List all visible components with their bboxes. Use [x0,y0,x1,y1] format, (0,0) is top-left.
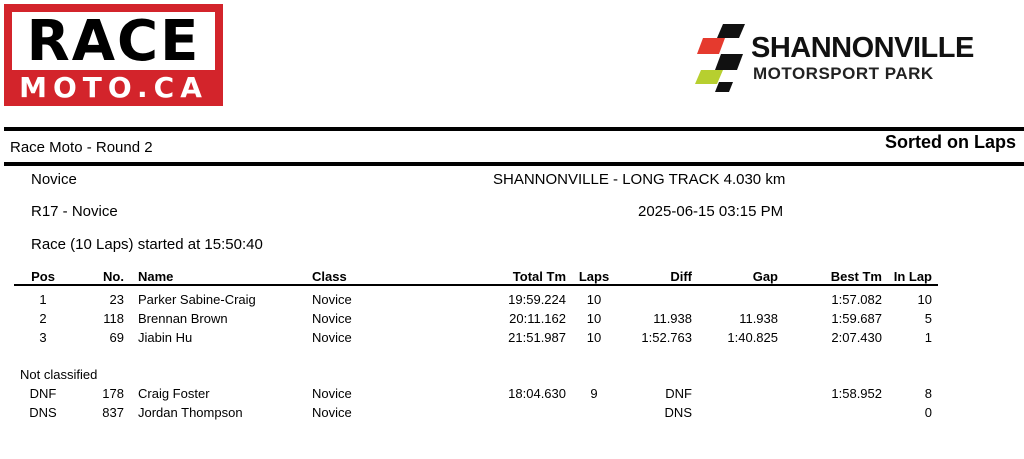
cell-gap [692,403,778,422]
cell-in-lap: 5 [924,311,932,326]
not-classified-row [14,365,938,384]
shannonville-logo-name: SHANNONVILLE [751,32,974,64]
cell-best-time: 1:57.082 [831,292,882,307]
table-row [14,309,938,328]
session-label: R17 - Novice [31,203,118,220]
table-row [14,328,938,347]
cell-laps [566,403,622,422]
cell-diff: DNS [664,405,692,420]
cell-laps: 10 [586,311,602,326]
cell-no: 23 [109,292,124,307]
datetime-label: 2025-06-15 03:15 PM [638,203,784,220]
col-name: Name [124,269,308,285]
cell-name: Brennan Brown [138,311,228,326]
cell-diff: 1:52.763 [641,330,692,345]
cell-no: 837 [102,405,124,420]
cell-pos: 3 [39,330,47,345]
cell-total-time: 19:59.224 [508,292,566,307]
shannonville-logo-sub: MOTORSPORT PARK [753,64,934,83]
cell-total-time [422,403,566,422]
col-laps: Laps [566,269,622,285]
cell-name: Jiabin Hu [138,330,193,345]
col-pos: Pos [14,269,72,285]
cell-laps: 10 [586,292,602,307]
cell-name: Craig Foster [138,386,210,401]
cell-in-lap: 10 [917,292,932,307]
table-row [14,290,938,309]
cell-best-time: 1:59.687 [831,311,882,326]
col-no: No. [72,269,124,285]
cell-no: 178 [102,386,124,401]
sort-label: Sorted on Laps [884,132,1016,152]
header-rule-bottom [4,162,1024,166]
cell-pos: 2 [39,311,47,326]
col-total-time: Total Tm [422,269,566,285]
cell-gap: 11.938 [739,311,778,326]
cell-total-time: 21:51.987 [508,330,566,345]
racemoto-logo-top-text: RACE [26,9,201,74]
cell-no: 118 [103,311,124,326]
cell-class: Novice [312,386,352,401]
col-diff: Diff [622,269,692,285]
cell-class: Novice [312,405,352,420]
not-classified-label: Not classified [20,367,98,382]
cell-pos: DNS [29,405,57,420]
cell-name: Jordan Thompson [138,405,243,420]
racemoto-logo [4,4,223,106]
cell-in-lap: 1 [924,330,932,345]
cell-class: Novice [312,292,352,307]
cell-best-time: 2:07.430 [831,330,882,345]
shannonville-logo [693,22,1023,94]
cell-laps: 10 [586,330,602,345]
cell-class: Novice [312,311,352,326]
col-gap: Gap [692,269,778,285]
cell-best-time [778,403,882,422]
table-header-row [14,269,938,285]
category-label: Novice [31,171,77,188]
cell-in-lap: 0 [924,405,932,420]
header-rule-top [4,127,1024,131]
col-best-time: Best Tm [778,269,882,285]
cell-gap [692,384,778,403]
racemoto-logo-bottom-text: MOTO.CA [19,71,208,104]
cell-pos: DNF [29,386,57,401]
cell-best-time: 1:58.952 [831,386,882,401]
results-table [14,269,938,422]
table-row [14,384,938,403]
cell-total-time: 20:11.162 [509,311,566,326]
col-class: Class [308,269,422,285]
table-row [14,403,938,422]
race-info-label: Race (10 Laps) started at 15:50:40 [31,236,263,253]
cell-diff: DNF [665,386,692,401]
cell-gap [692,290,778,309]
col-in-lap: In Lap [882,269,938,285]
shannonville-flag-icon [693,22,749,94]
track-label: SHANNONVILLE - LONG TRACK 4.030 km [493,171,786,188]
event-title: Race Moto - Round 2 [10,139,153,156]
cell-class: Novice [312,330,352,345]
racemoto-logo-panel [12,9,215,74]
cell-diff [622,290,692,309]
cell-pos: 1 [39,292,47,307]
cell-gap: 1:40.825 [727,330,778,345]
cell-name: Parker Sabine-Craig [138,292,256,307]
cell-diff: 11.938 [653,311,692,326]
cell-in-lap: 8 [924,386,932,401]
cell-laps: 9 [590,386,598,401]
cell-total-time: 18:04.630 [508,386,566,401]
cell-no: 69 [109,330,124,345]
